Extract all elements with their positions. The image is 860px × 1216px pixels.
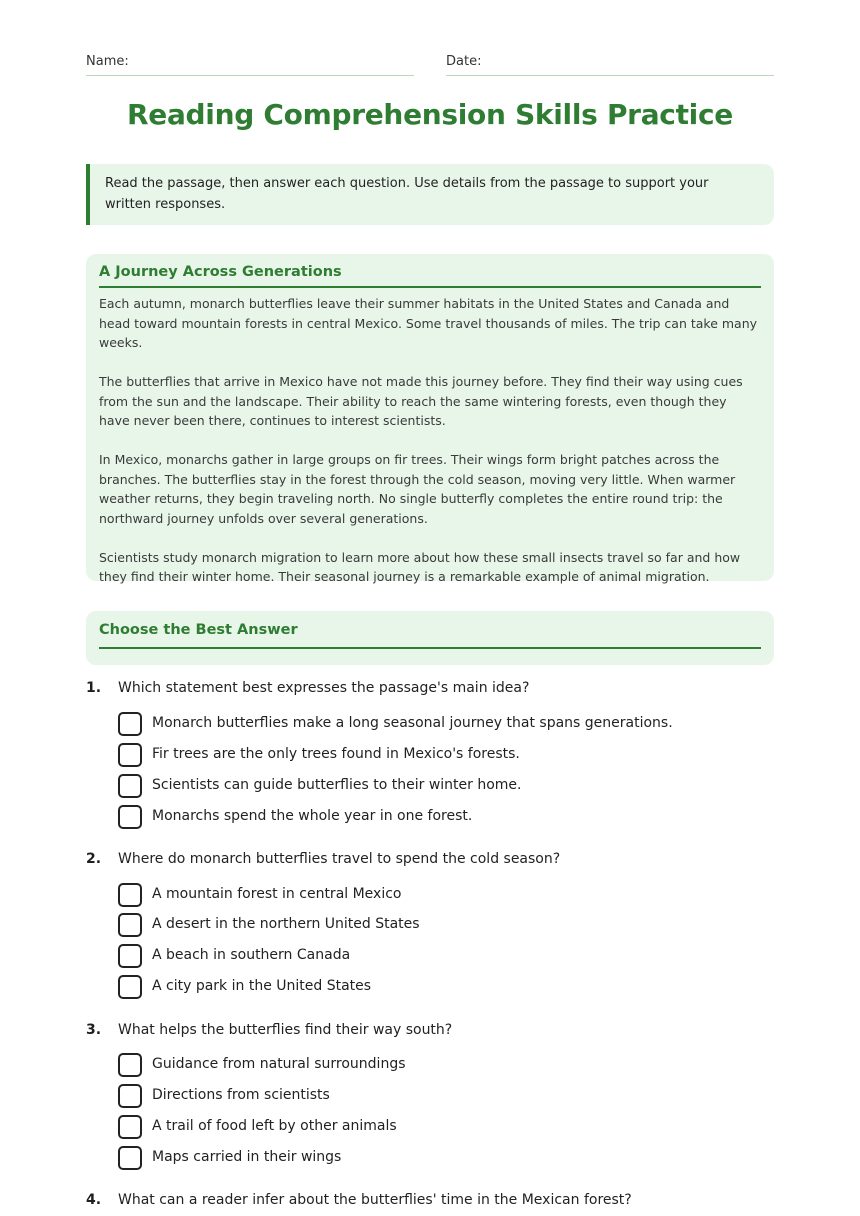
passage-paragraph: The butterflies that arrive in Mexico have not made this journey before. They find their way using cues from the sun and the landscape. Their ability to reach the same wintering forests, even though they have never been there, continues to interest scientists.: [99, 374, 743, 428]
answer-option[interactable]: [118, 1084, 758, 1108]
checkbox-icon[interactable]: [118, 743, 142, 767]
header-fields: [86, 54, 774, 76]
answer-option[interactable]: [118, 944, 758, 968]
option-text: A trail of food left by other animals: [152, 1118, 397, 1134]
checkbox-icon[interactable]: [118, 913, 142, 937]
checkbox-icon[interactable]: [118, 883, 142, 907]
question-number: 1.: [86, 680, 102, 696]
question-text: What can a reader infer about the butterflies' time in the Mexican forest?: [118, 1192, 632, 1208]
question-text: What helps the butterflies find their way south?: [118, 1022, 453, 1038]
question-number: 2.: [86, 851, 102, 867]
answer-option[interactable]: [118, 913, 758, 937]
instructions-box: Read the passage, then answer each question. Use details from the passage to support your written responses.: [86, 164, 774, 225]
checkbox-icon[interactable]: [118, 712, 142, 736]
answer-option[interactable]: [118, 975, 758, 999]
date-label: Date:: [446, 54, 482, 69]
passage-paragraph: Scientists study monarch migration to learn more about how these small insects travel so far and how they find their winter home. Their seasonal journey is a remarkable example of animal migration.: [99, 549, 741, 584]
page-title: Reading Comprehension Skills Practice: [127, 98, 733, 131]
checkbox-icon[interactable]: [118, 975, 142, 999]
option-text: Scientists can guide butterflies to their winter home.: [152, 777, 522, 793]
checkbox-icon[interactable]: [118, 805, 142, 829]
answer-option[interactable]: [118, 743, 758, 767]
question-number: 4.: [86, 1192, 102, 1208]
question-number: 3.: [86, 1022, 102, 1038]
checkbox-icon[interactable]: [118, 1115, 142, 1139]
answer-option[interactable]: [118, 805, 758, 829]
option-text: A city park in the United States: [152, 978, 372, 994]
passage-paragraph: In Mexico, monarchs gather in large groups on fir trees. Their wings form bright patches across the branches. The butterflies stay in the forest through the cold season, moving very little. When warmer weather returns, they begin traveling north. No single butterfly completes the entire round trip: the northward journey unfolds over several generations.: [99, 452, 736, 526]
answer-option[interactable]: [118, 712, 758, 736]
answer-option[interactable]: [118, 1146, 758, 1170]
option-text: Fir trees are the only trees found in Mexico's forests.: [152, 746, 520, 762]
option-text: Directions from scientists: [152, 1087, 330, 1103]
answer-option[interactable]: [118, 1053, 758, 1077]
passage-title: A Journey Across Generations: [99, 264, 761, 288]
checkbox-icon[interactable]: [118, 774, 142, 798]
option-text: A beach in southern Canada: [152, 947, 351, 963]
section-header: [86, 611, 774, 665]
checkbox-icon[interactable]: [118, 1146, 142, 1170]
option-text: A mountain forest in central Mexico: [152, 886, 402, 902]
question-text: Which statement best expresses the passage's main idea?: [118, 680, 530, 696]
passage-box: [86, 254, 774, 584]
checkbox-icon[interactable]: [118, 944, 142, 968]
name-field[interactable]: [86, 54, 414, 76]
answer-option[interactable]: [118, 774, 758, 798]
question-text: Where do monarch butterflies travel to spend the cold season?: [118, 851, 561, 867]
answer-option[interactable]: [118, 1115, 758, 1139]
date-field[interactable]: [446, 54, 774, 76]
name-label: Name:: [86, 54, 129, 69]
checkbox-icon[interactable]: [118, 1084, 142, 1108]
passage-paragraph: Each autumn, monarch butterflies leave their summer habitats in the United States and Canada and head toward mountain forests in central Mexico. Some travel thousands of miles. The trip can take many weeks.: [99, 296, 758, 350]
answer-option[interactable]: [118, 883, 758, 907]
section-title: Choose the Best Answer: [99, 622, 761, 649]
option-text: Monarchs spend the whole year in one forest.: [152, 808, 473, 824]
option-text: Guidance from natural surroundings: [152, 1056, 406, 1072]
option-text: Monarch butterflies make a long seasonal journey that spans generations.: [152, 715, 673, 731]
option-text: A desert in the northern United States: [152, 916, 420, 932]
checkbox-icon[interactable]: [118, 1053, 142, 1077]
option-text: Maps carried in their wings: [152, 1149, 342, 1165]
